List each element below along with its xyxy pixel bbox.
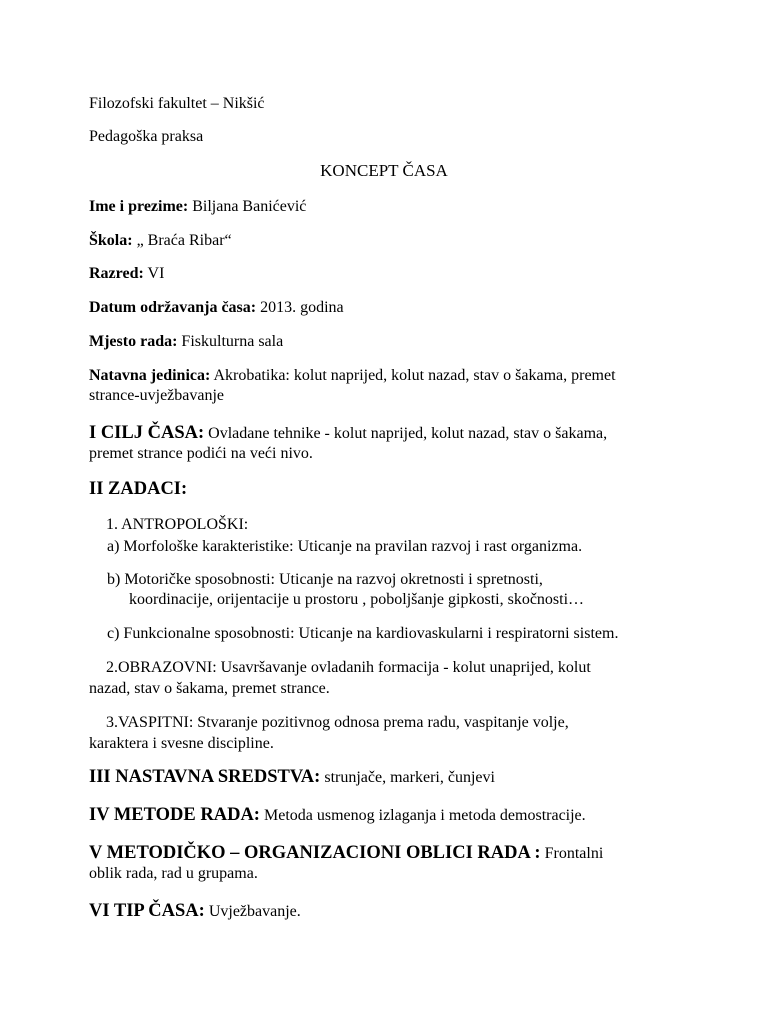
unit-line-2: strance-uvježbavanje [89,387,225,404]
name-value: Biljana Banićević [188,198,307,215]
oblici-line [89,843,603,864]
obrazovni-line-2: nazad, stav o šakama, premet strance. [89,680,330,697]
date-label: Datum održavanja časa: [89,299,257,316]
zadaci-heading: II ZADACI: [89,479,188,499]
date-value: 2013. godina [256,299,344,316]
name-line [89,197,306,217]
unit-line [89,366,616,386]
task-a: a) Morfološke karakteristike: Uticanje na pravilan razvoj i rast organizma. [107,538,583,555]
oblici-line-2: oblik rada, rad u grupama. [89,865,258,882]
obrazovni-line: 2.OBRAZOVNI: Usavršavanje ovladanih formacija - kolut unaprijed, kolut [106,659,591,676]
course-line: Pedagoška praksa [89,128,204,145]
task-c: c) Funkcionalne sposobnosti: Uticanje na kardiovaskularni i respiratorni sistem. [107,625,619,642]
grade-value: VI [143,265,165,282]
metode-line [89,805,586,826]
vaspitni-line-2: karaktera i svesne discipline. [89,735,274,752]
unit-value: Akrobatika: kolut naprijed, kolut nazad, stav o šakama, premet [210,367,616,384]
school-label: Škola: [89,232,133,249]
date-line [89,298,344,318]
cilj-text: Ovladane tehnike - kolut naprijed, kolut nazad, stav o šakama, [204,425,608,442]
task-b-2: koordinacije, orijentacije u prostoru , poboljšanje gipkosti, skočnosti… [129,591,585,608]
cilj-heading: I CILJ ČASA: [89,423,205,443]
place-line [89,332,283,352]
unit-label: Natavna jedinica: [89,367,211,384]
metode-text: Metoda usmenog izlaganja i metoda demostracije. [259,807,586,824]
oblici-heading: V METODIČKO – ORGANIZACIONI OBLICI RADA : [89,843,541,863]
sredstva-line [89,767,495,788]
school-line [89,231,232,251]
task-b: b) Motoričke sposobnosti: Uticanje na razvoj okretnosti i spretnosti, [107,571,543,588]
cilj-line [89,423,607,444]
place-value: Fiskulturna sala [177,333,284,350]
oblici-text: Frontalni [540,845,604,862]
tip-line [89,901,301,922]
place-label: Mjesto rada: [89,333,178,350]
sredstva-text: strunjače, markeri, čunjevi [320,769,495,786]
school-value: „ Braća Ribar“ [132,232,232,249]
grade-line [89,264,164,284]
faculty-line: Filozofski fakultet – Nikšić [89,95,265,112]
sredstva-heading: III NASTAVNA SREDSTVA: [89,767,321,787]
antropoloski-line: 1. ANTROPOLOŠKI: [106,516,249,533]
name-label: Ime i prezime: [89,198,189,215]
metode-heading: IV METODE RADA: [89,805,260,825]
grade-label: Razred: [89,265,144,282]
zadaci-line [89,479,187,500]
cilj-line-2: premet strance podići na veći nivo. [89,445,313,462]
tip-text: Uvježbavanje. [204,903,301,920]
vaspitni-line: 3.VASPITNI: Stvaranje pozitivnog odnosa prema radu, vaspitanje volje, [106,714,569,731]
tip-heading: VI TIP ČASA: [89,901,205,921]
page-title: KONCEPT ČASA [320,161,448,180]
